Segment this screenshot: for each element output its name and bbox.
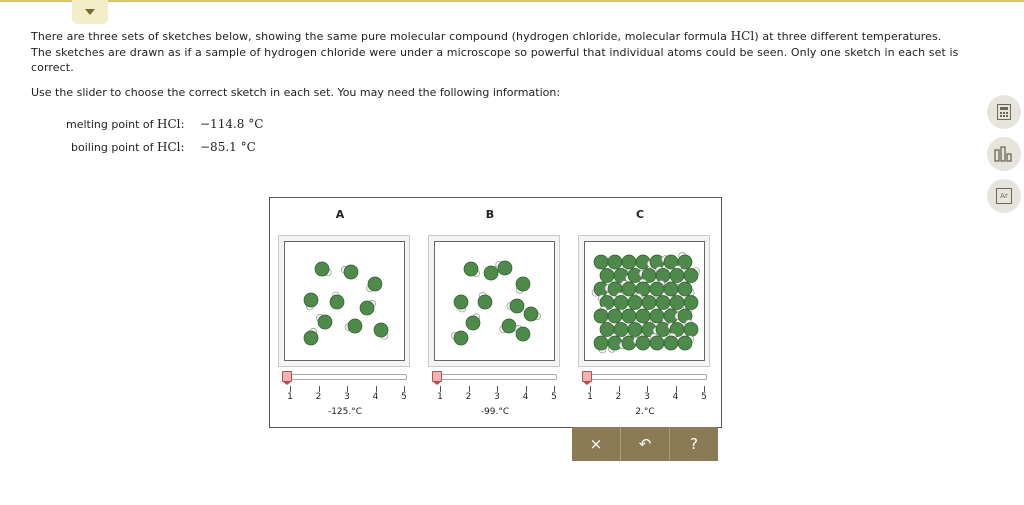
slider-tick-label: 3	[344, 392, 350, 402]
action-bar	[572, 427, 718, 461]
slider-thumb-a[interactable]	[282, 371, 292, 382]
slider-tick-label: 1	[437, 392, 443, 402]
set-a-label: A	[335, 208, 345, 221]
slider-thumb-b[interactable]	[432, 371, 442, 382]
element-icon: Ar	[996, 188, 1012, 204]
calculator-button[interactable]	[987, 95, 1021, 129]
slider-tick-label: 4	[372, 392, 379, 402]
slider-tick-label: 4	[522, 392, 529, 402]
undo-button[interactable]: ↶	[621, 427, 670, 461]
boiling-point: boiling point of HCl: −85.1 °C	[71, 140, 256, 154]
slider-tick-label: 5	[701, 392, 707, 402]
slider-b[interactable]	[420, 198, 570, 427]
slider-track-c[interactable]	[582, 374, 707, 380]
slider-thumb-c[interactable]	[582, 371, 592, 382]
temperature-a: -125.°C	[327, 407, 363, 417]
slider-a[interactable]	[270, 198, 420, 427]
slider-tick-label: 1	[587, 392, 593, 402]
slider-tick-label: 2	[315, 392, 322, 402]
sketch-panel	[269, 197, 722, 428]
slider-tick-label: 2	[465, 392, 472, 402]
clear-button[interactable]: ×	[572, 427, 621, 461]
periodic-element-button[interactable]	[987, 179, 1021, 213]
instruction-text: Use the slider to choose the correct sketch in each set. You may need the following information:	[31, 86, 561, 99]
chevron-down-icon	[85, 9, 95, 15]
tools	[987, 95, 1021, 221]
calculator-icon	[997, 104, 1011, 120]
bar-chart-icon	[994, 146, 1014, 162]
slider-tick-label: 2	[615, 392, 622, 402]
slider-tick-label: 3	[644, 392, 650, 402]
slider-tick-label: 5	[401, 392, 407, 402]
melting-point: melting point of HCl: −114.8 °C	[66, 117, 264, 131]
set-c-label: C	[635, 208, 645, 221]
help-button[interactable]: ?	[690, 435, 698, 453]
slider-tick-label: 1	[287, 392, 293, 402]
slider-track-b[interactable]	[432, 374, 557, 380]
intro-text: There are three sets of sketches below, showing the same pure molecular compound (hydrogen chloride, molecular formula HCl) at three different temperatures. The sketches are drawn as if a sample of hydrogen chloride were under a microscope so powerful that individual atoms could be seen. Only one sketch in each set is correct.	[31, 29, 959, 74]
temperature-b: -99.°C	[480, 407, 510, 417]
slider-tick-label: 4	[672, 392, 679, 402]
slider-tick-label: 5	[551, 392, 557, 402]
slider-track-a[interactable]	[282, 374, 407, 380]
temperature-c: 2.°C	[635, 407, 655, 417]
slider-c[interactable]	[570, 198, 720, 427]
chart-button[interactable]	[987, 137, 1021, 171]
collapse-tab[interactable]	[72, 0, 108, 24]
top-accent-bar	[0, 0, 1024, 2]
slider-tick-label: 3	[494, 392, 500, 402]
set-b-label: B	[485, 208, 495, 221]
